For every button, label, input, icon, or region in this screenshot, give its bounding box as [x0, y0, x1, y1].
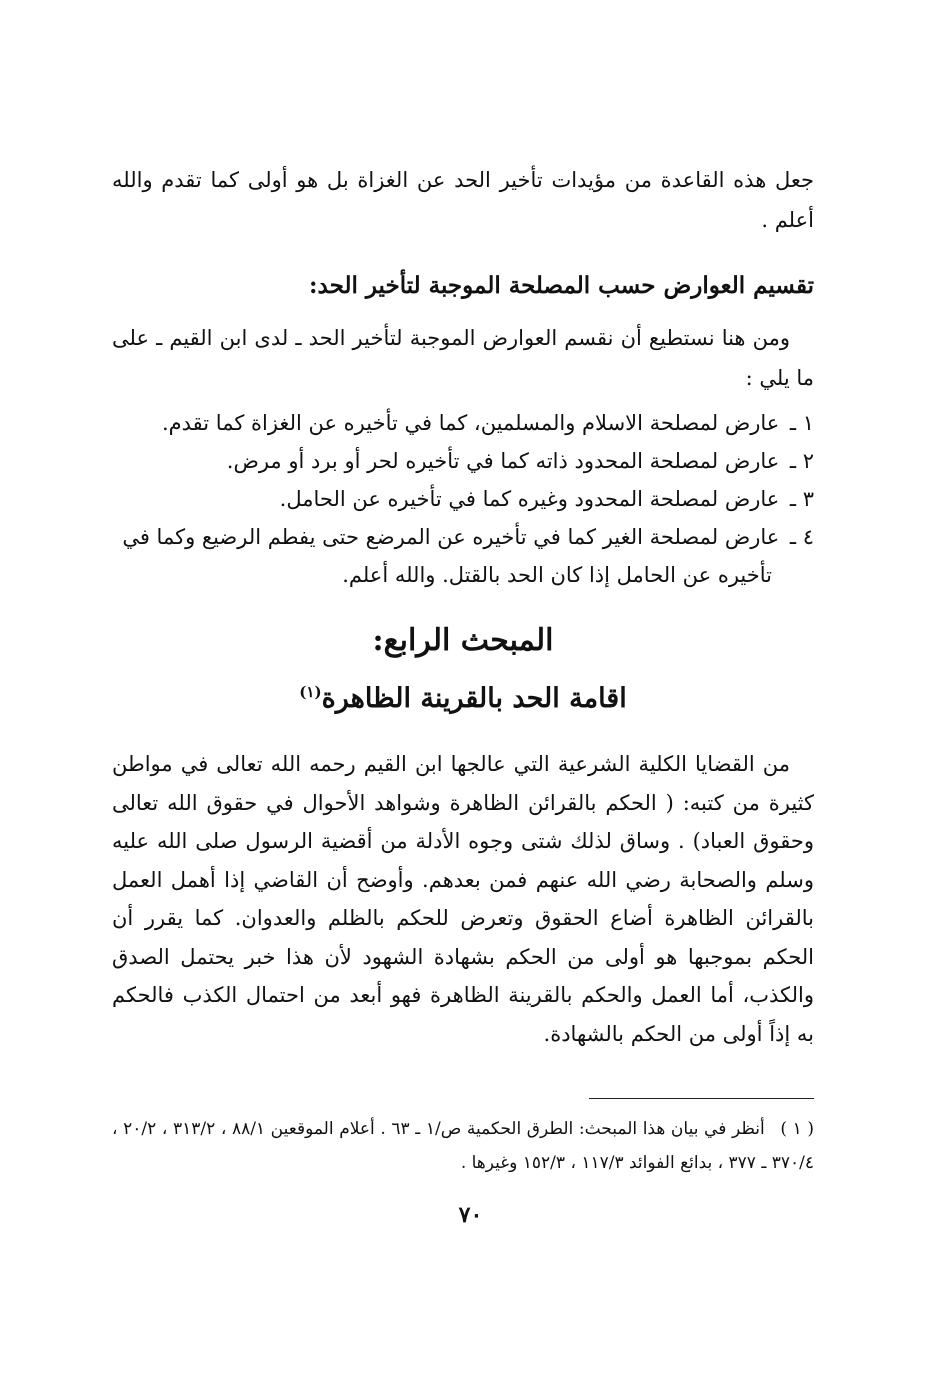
list-item — [112, 442, 814, 480]
list-item-number: ١ ـ — [789, 411, 814, 435]
list-item-number: ٢ ـ — [789, 449, 814, 473]
footnote-marker[interactable]: (١) — [299, 683, 322, 701]
footnote-text: أنظر في بيان هذا المبحث: الطرق الحكمية ص/١ ـ ٦٣ . أعلام الموقعين ٨٨/١ ، ٣١٣/٢ ، ٢٠/٢ ، ٣٧٠/٤ ـ ٣٧٧ ، بدائع الفوائد ١١٧/٣ ، ١٥٢/٣ وغيرها . — [112, 1119, 814, 1173]
chapter-subtitle — [112, 666, 814, 725]
footnote-number: ( ١ ) — [780, 1119, 815, 1139]
chapter-subtitle-text: اقامة الحد بالقرينة الظاهرة — [321, 683, 627, 714]
list-item-text: عارض لمصلحة الغير كما في تأخيره عن المرضع حتى يفطم الرضيع وكما في — [122, 525, 780, 549]
section-heading: تقسيم العوارض حسب المصلحة الموجبة لتأخير الحد: — [309, 272, 814, 299]
footnote — [112, 1112, 814, 1180]
list-item-number: ٣ ـ — [789, 487, 814, 511]
list-item — [112, 518, 814, 594]
intro-paragraph: جعل هذه القاعدة من مؤيدات تأخير الحد عن الغزاة بل هو أولى كما تقدم والله أعلم . — [112, 168, 814, 232]
page-number: ٧٠ — [458, 1202, 483, 1228]
conditions-list — [112, 404, 814, 594]
body-paragraph: من القضايا الكلية الشرعية التي عالجها ابن القيم رحمه الله تعالى في مواطن كثيرة من كتبه: ( الحكم بالقرائن الظاهرة وشواهد الأحوال في حقوق الله تعالى وحقوق العباد) . وساق لذلك شتى وجوه الأدلة من أقضية الرسول صلى الله عليه وسلم والصحابة رضي الله عنهم فمن بعدهم. وأوضح أن القاضي إذا أهمل العمل بالقرائن الظاهرة أضاع الحقوق وتعرض للحكم بالظلم والعدوان. كما يقرر أن الحكم بموجبها هو أولى من الحكم بشهادة الشهود لأن هذا خبر يحتمل الصدق والكذب، أما العمل والحكم بالقرينة الظاهرة فهو أبعد من احتمال الكذب فالحكم به إذاً أولى من الحكم بالشهادة. — [112, 752, 814, 1046]
list-item — [112, 404, 814, 442]
list-item-text: عارض لمصلحة الاسلام والمسلمين، كما في تأخيره عن الغزاة كما تقدم. — [161, 411, 780, 435]
section-intro: ومن هنا نستطيع أن نقسم العوارض الموجبة لتأخير الحد ـ لدى ابن القيم ـ على ما يلي : — [112, 326, 814, 390]
chapter-title: المبحث الرابع: — [372, 623, 554, 658]
list-item-number: ٤ ـ — [789, 525, 814, 549]
list-item — [112, 480, 814, 518]
list-item-text: عارض لمصلحة المحدود ذاته كما في تأخيره لحر أو برد أو مرض. — [226, 449, 780, 473]
page-content — [112, 160, 814, 1053]
list-item-text: عارض لمصلحة المحدود وغيره كما في تأخيره عن الحامل. — [279, 487, 780, 511]
footnote-divider — [589, 1098, 814, 1099]
list-item-continuation: تأخيره عن الحامل إذا كان الحد بالقتل. والله أعلم. — [342, 563, 772, 587]
